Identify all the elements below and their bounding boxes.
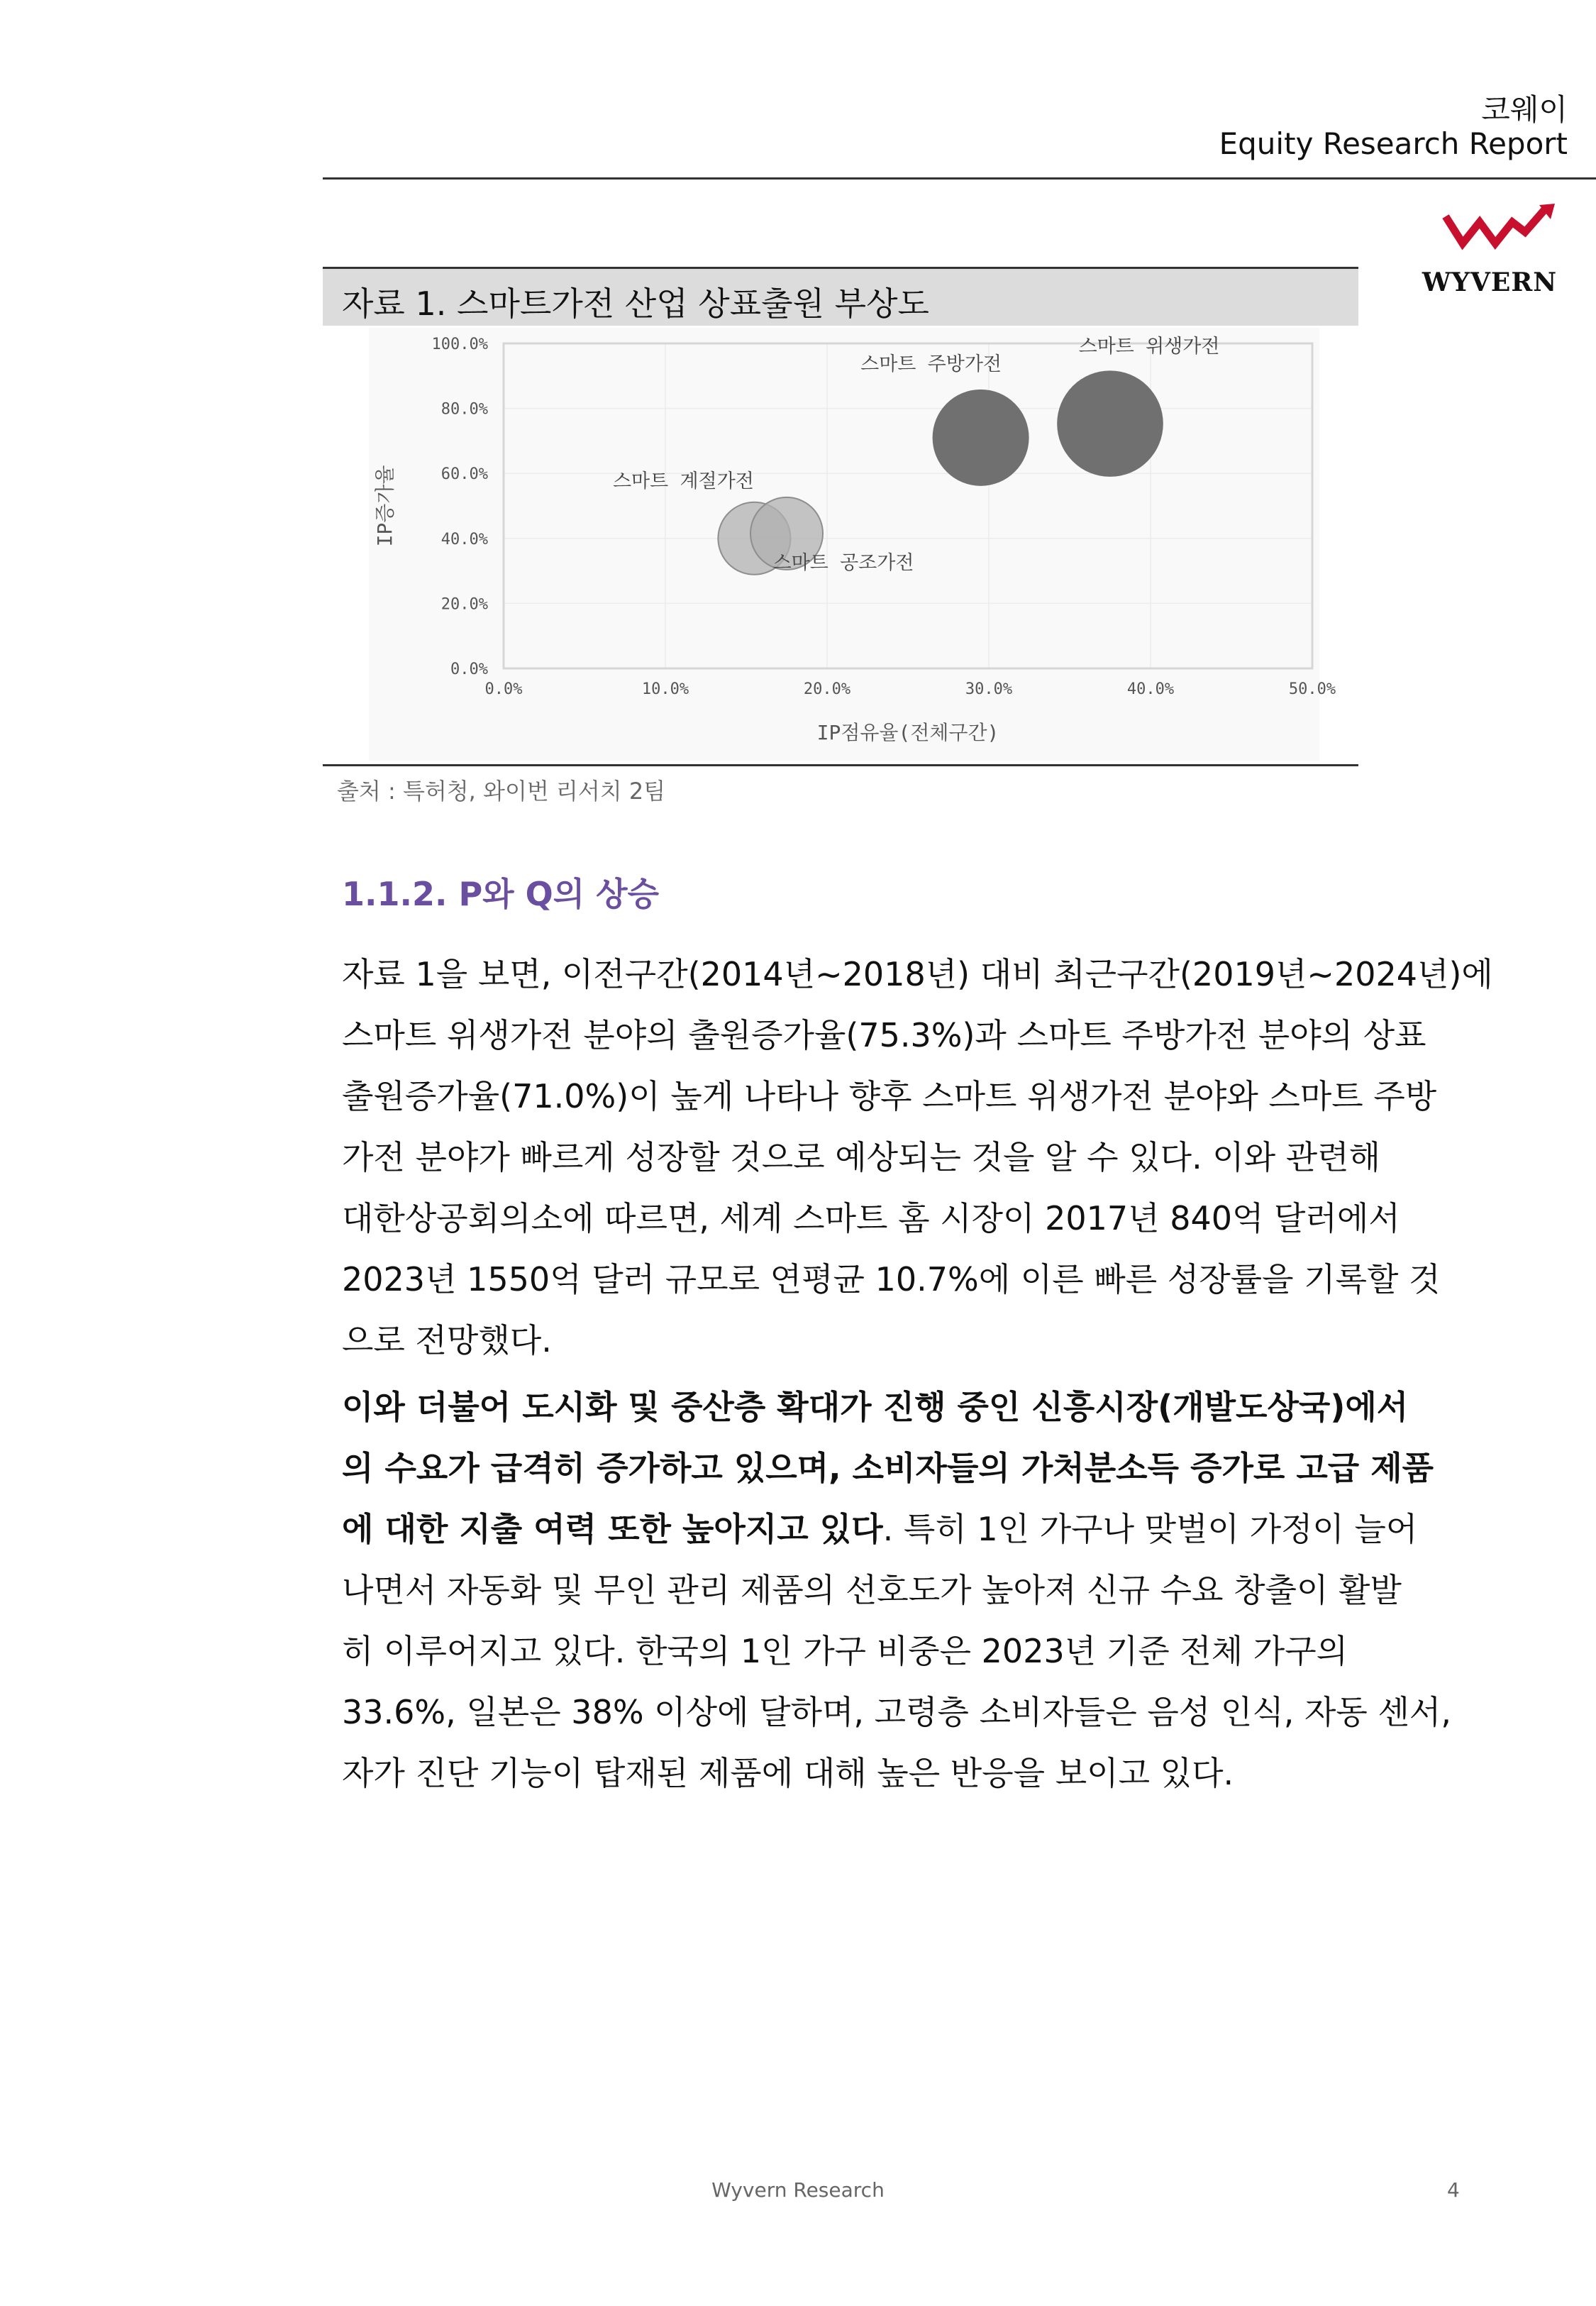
- paragraph-line: 33.6%, 일본은 38% 이상에 달하며, 고령층 소비자들은 음성 인식, 자동 센서,: [342, 1693, 1451, 1731]
- header-divider: [323, 177, 1596, 180]
- page-number: 4: [1447, 2178, 1460, 2202]
- bubble-label: 스마트 위생가전: [1078, 336, 1220, 358]
- wyvern-logo: [1419, 202, 1561, 302]
- x-tick-label: 0.0%: [484, 680, 523, 698]
- footer-text: Wyvern Research: [711, 2178, 885, 2202]
- x-tick-label: 30.0%: [965, 680, 1013, 698]
- paragraph-line: 가전 분야가 빠르게 성장할 것으로 예상되는 것을 알 수 있다. 이와 관련해: [342, 1138, 1381, 1176]
- company-name: 코웨이: [1481, 92, 1568, 127]
- bubble-label: 스마트 주방가전: [860, 353, 1002, 375]
- paragraph-2: [342, 1377, 1477, 1804]
- y-tick-label: 100.0%: [431, 336, 488, 353]
- paragraph-1: [342, 944, 1493, 1371]
- y-axis-title: IP증가율: [373, 465, 397, 547]
- paragraph-line: 히 이루어지고 있다. 한국의 1인 가구 비중은 2023년 기준 전체 가구의: [342, 1632, 1348, 1670]
- paragraph-line: 으로 전망했다.: [342, 1321, 552, 1359]
- bubble-chart: [369, 328, 1336, 761]
- section-title: 1.1.2. P와 Q의 상승: [342, 875, 660, 913]
- paragraph-line-bold: 의 수요가 급격히 증가하고 있으며, 소비자들의 가처분소득 증가로 고급 제품: [342, 1449, 1434, 1487]
- figure-bottom-rule: [323, 764, 1358, 766]
- y-tick-label: 60.0%: [440, 465, 488, 484]
- x-tick-label: 20.0%: [803, 680, 851, 698]
- x-tick-label: 10.0%: [641, 680, 689, 698]
- bubble-label: 스마트 공조가전: [772, 551, 914, 574]
- figure-caption: 자료 1. 스마트가전 산업 상표출원 부상도: [342, 285, 929, 323]
- x-axis-title: IP점유율(전체구간): [816, 721, 999, 744]
- paragraph-line: 대한상공회의소에 따르면, 세계 스마트 홈 시장이 2017년 840억 달러에서: [342, 1199, 1400, 1237]
- x-tick-label: 40.0%: [1126, 680, 1175, 698]
- report-type: Equity Research Report: [1219, 126, 1568, 161]
- paragraph-line: 출원증가율(71.0%)이 높게 나타나 향후 스마트 위생가전 분야와 스마트 주방: [342, 1077, 1437, 1115]
- y-tick-label: 80.0%: [440, 400, 488, 419]
- paragraph-line-mixed: [342, 1499, 1477, 1560]
- paragraph-line-bold: 이와 더불어 도시화 및 중산층 확대가 진행 중인 신흥시장(개발도상국)에서: [342, 1388, 1409, 1426]
- bubble: [1057, 370, 1163, 477]
- bubble: [933, 390, 1029, 486]
- paragraph-line: 스마트 위생가전 분야의 출원증가율(75.3%)과 스마트 주방가전 분야의 상표: [342, 1016, 1426, 1054]
- paragraph-line: 나면서 자동화 및 무인 관리 제품의 선호도가 높아져 신규 수요 창출이 활발: [342, 1571, 1402, 1609]
- y-tick-label: 0.0%: [450, 661, 488, 678]
- paragraph-line: 자료 1을 보면, 이전구간(2014년~2018년) 대비 최근구간(2019년~2024년)에: [342, 955, 1493, 993]
- x-tick-label: 50.0%: [1288, 680, 1336, 698]
- figure-source: 출처 : 특허청, 와이번 리서치 2팀: [337, 778, 666, 805]
- y-tick-label: 20.0%: [440, 595, 488, 614]
- bubble-label: 스마트 계절가전: [612, 470, 754, 492]
- y-tick-label: 40.0%: [440, 530, 488, 548]
- bold-phrase: 에 대한 지출 여력 또한 높아지고 있다: [342, 1510, 883, 1548]
- logo-text: WYVERN: [1422, 267, 1558, 297]
- paragraph-line: 2023년 1550억 달러 규모로 연평균 10.7%에 이른 빠른 성장률을 기록할 것: [342, 1260, 1441, 1298]
- regular-phrase: . 특히 1인 가구나 맞벌이 가정이 늘어: [882, 1510, 1418, 1548]
- paragraph-line: 자가 진단 기능이 탑재된 제품에 대해 높은 반응을 보이고 있다.: [342, 1754, 1234, 1792]
- wyvern-logo-icon: [1419, 202, 1561, 266]
